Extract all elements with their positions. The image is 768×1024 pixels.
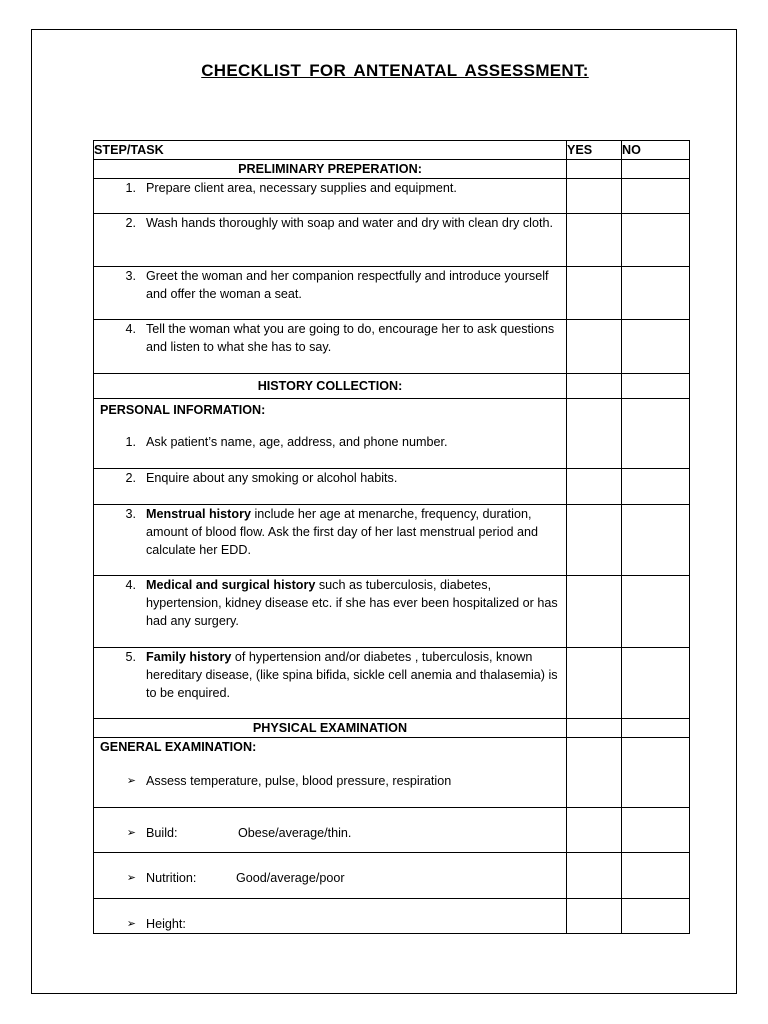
no-checkbox-cell[interactable] [622,576,690,648]
arrowhead-bullet-icon: ➢ [126,872,136,884]
yes-checkbox-cell[interactable] [567,719,622,738]
item-number: 5. [125,650,136,664]
section-row [94,160,690,179]
section-physical: PHYSICAL EXAMINATION [94,719,567,738]
no-checkbox-cell[interactable] [622,374,690,399]
no-checkbox-cell[interactable] [622,505,690,576]
yes-checkbox-cell[interactable] [567,320,622,374]
yes-checkbox-cell[interactable] [567,469,622,505]
document-title: CHECKLIST FOR ANTENATAL ASSESSMENT: [201,61,589,80]
item-number: 2. [125,216,136,230]
header-no: NO [622,141,690,160]
table-row [94,576,690,648]
item-text: Ask patient’s name, age, address, and phone number. [146,435,448,449]
table-row [94,179,690,214]
yes-checkbox-cell[interactable] [567,576,622,648]
item-number: 2. [125,471,136,485]
yes-checkbox-cell[interactable] [567,899,622,934]
arrowhead-bullet-icon: ➢ [126,918,136,930]
table-row [94,214,690,267]
item-text: Tell the woman what you are going to do, encourage her to ask questions and listen to what she has to say. [146,322,555,354]
yes-checkbox-cell[interactable] [567,399,622,469]
table-row [94,738,690,808]
no-checkbox-cell[interactable] [622,160,690,179]
table-row [94,853,690,899]
exam-item-value: Good/average/poor [236,871,345,885]
yes-checkbox-cell[interactable] [567,808,622,853]
item-number: 1. [125,181,136,195]
header-step-task: STEP/TASK [94,141,567,160]
checklist-table [93,140,690,934]
item-bold-heading: Medical and surgical history [146,578,316,592]
section-row [94,719,690,738]
table-row [94,899,690,934]
exam-item-value: Obese/average/thin. [238,826,352,840]
item-text: of hypertension and/or diabetes , tuberculosis, known hereditary disease, (like spina bifida, sickle cell anemia and thalasemia) is to be enquired. [146,650,558,700]
yes-checkbox-cell[interactable] [567,179,622,214]
item-number: 3. [125,507,136,521]
no-checkbox-cell[interactable] [622,399,690,469]
section-history: HISTORY COLLECTION: [94,374,567,399]
no-checkbox-cell[interactable] [622,214,690,267]
arrowhead-bullet-icon: ➢ [126,775,136,787]
exam-item-label: Height: [146,917,186,931]
item-number: 3. [125,269,136,283]
exam-item-label: Assess temperature, pulse, blood pressure, respiration [146,774,452,788]
header-row [94,141,690,160]
no-checkbox-cell[interactable] [622,267,690,320]
table-row [94,320,690,374]
no-checkbox-cell[interactable] [622,469,690,505]
item-bold-heading: Menstrual history [146,507,251,521]
no-checkbox-cell[interactable] [622,320,690,374]
no-checkbox-cell[interactable] [622,899,690,934]
table-row [94,469,690,505]
no-checkbox-cell[interactable] [622,179,690,214]
header-yes: YES [567,141,622,160]
item-text: such as tuberculosis, diabetes, hypertension, kidney disease etc. if she has ever been hospitalized or has had any surgery. [146,578,558,628]
personal-information-label: PERSONAL INFORMATION: [100,403,266,417]
item-number: 1. [125,435,136,449]
no-checkbox-cell[interactable] [622,719,690,738]
item-text: Wash hands thoroughly with soap and water and dry with clean dry cloth. [146,216,553,230]
item-number: 4. [125,322,136,336]
item-text: include her age at menarche, frequency, duration, amount of blood flow. Ask the first day of her last menstrual period and calculate her EDD. [146,507,539,557]
item-number: 4. [125,578,136,592]
yes-checkbox-cell[interactable] [567,853,622,899]
no-checkbox-cell[interactable] [622,853,690,899]
exam-item-label: Build: [146,826,178,840]
table-row [94,267,690,320]
item-text: Prepare client area, necessary supplies and equipment. [146,181,457,195]
yes-checkbox-cell[interactable] [567,267,622,320]
table-row [94,399,690,469]
table-row [94,808,690,853]
no-checkbox-cell[interactable] [622,648,690,719]
yes-checkbox-cell[interactable] [567,374,622,399]
table-row [94,505,690,576]
section-preliminary: PRELIMINARY PREPERATION: [94,160,567,179]
no-checkbox-cell[interactable] [622,808,690,853]
yes-checkbox-cell[interactable] [567,738,622,808]
section-row [94,374,690,399]
yes-checkbox-cell[interactable] [567,648,622,719]
item-bold-heading: Family history [146,650,232,664]
general-examination-label: GENERAL EXAMINATION: [100,740,257,754]
item-text: Enquire about any smoking or alcohol habits. [146,471,398,485]
yes-checkbox-cell[interactable] [567,505,622,576]
yes-checkbox-cell[interactable] [567,160,622,179]
yes-checkbox-cell[interactable] [567,214,622,267]
exam-item-label: Nutrition: [146,871,197,885]
item-text: Greet the woman and her companion respectfully and introduce yourself and offer the woman a seat. [146,269,549,301]
table-row [94,648,690,719]
arrowhead-bullet-icon: ➢ [126,827,136,839]
no-checkbox-cell[interactable] [622,738,690,808]
